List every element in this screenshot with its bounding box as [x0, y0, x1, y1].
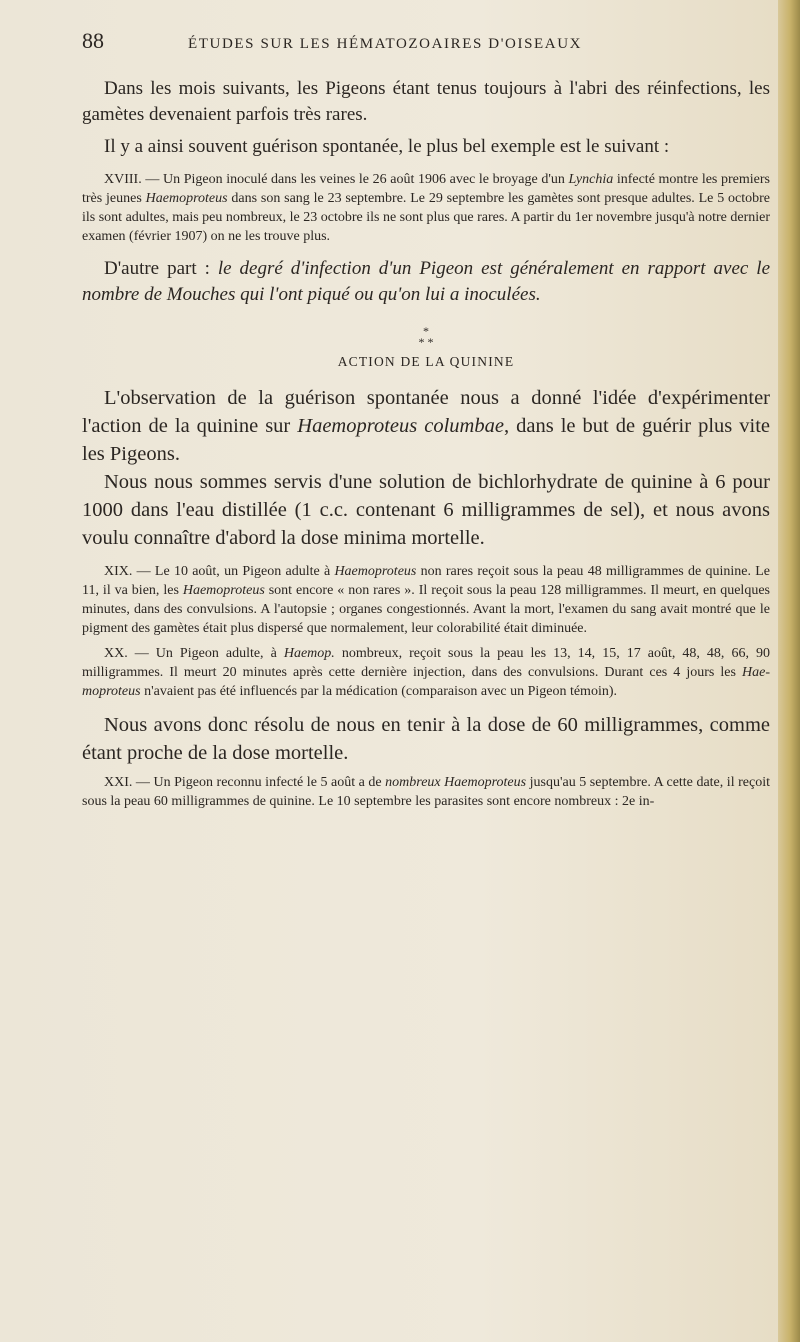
page-body: [82, 76, 770, 811]
observation-xxi: XXI. — Un Pigeon reconnu infecté le 5 août a de nombreux Haemoproteus jusqu'au 5 septembre. A cette date, il reçoit sous la peau 60 milligrammes de quinine. Le 10 septembre les parasites sont encore nombreux : 2e in-: [82, 775, 770, 809]
paragraph-infection-degree: D'autre part : le degré d'infection d'un Pigeon est généralement en rapport avec le nombre de Mouches qui l'ont piqué ou qu'on lui a inoculées.: [82, 258, 771, 305]
paragraph-gametes-rare: Dans les mois suivants, les Pigeons étant tenus toujours à l'abri des réinfections, les gamètes devenaient parfois très rares.: [82, 78, 770, 125]
page-header: [82, 28, 762, 62]
observation-xviii: XVIII. — Un Pigeon inoculé dans les veines le 26 août 1906 avec le broyage d'un Lynchia infecté montre les premiers très jeunes Haemoproteus dans son sang le 23 septembre. Le 29 septembre les gamètes sont presque adultes. Le 5 octobre ils sont adultes, mais peu nombreux, le 23 octobre ils ne sont plus que rares. A partir du 1er novembre jusqu'à notre dernier examen (février 1907) on ne les trouve plus.: [82, 172, 771, 244]
asterism: * * *: [418, 324, 434, 349]
paragraph-spontaneous-cure: Il y a ainsi souvent guérison spontanée, le plus bel exemple est le suivant :: [104, 136, 670, 157]
paragraph-dose-decision: Nous avons donc résolu de nous en tenir à la dose de 60 milligrammes, comme étant proche de la dose mortelle.: [82, 714, 770, 764]
observation-xx: XX. — Un Pigeon adulte, à Haemop. nombreux, reçoit sous la peau les 13, 14, 15, 17 août, 48, 48, 66, 90 milligrammes. Il meurt 20 minutes après cette dernière injection, dans des convulsions. Durant ces 4 jours les Haemoproteus n'avaient pas été influencés par la médication (comparaison avec un Pigeon témoin).: [82, 646, 770, 699]
observation-xix: XIX. — Le 10 août, un Pigeon adulte à Haemoproteus non rares reçoit sous la peau 48 milligrammes de quinine. Le 11, il va bien, les Haemoproteus sont encore « non rares ». Il reçoit sous la peau 128 milligrammes. Il meurt, en quelques minutes, dans des convulsions. A l'autopsie ; organes congestionnés. Avant la mort, l'examen du sang avait montré que le pigment des gamètes était plus dispersé que normalement, leur colorabilité était diminuée.: [82, 564, 770, 636]
page-edge: [778, 0, 800, 1342]
paragraph-quinine-idea: L'observation de la guérison spontanée nous a donné l'idée d'expérimenter l'action de la quinine sur Haemoproteus columbae, dans le but de guérir plus vite les Pigeons.: [82, 387, 770, 465]
running-title: ÉTUDES SUR LES HÉMATOZOAIRES D'OISEAUX: [188, 36, 583, 52]
section-title: ACTION DE LA QUININE: [337, 354, 515, 369]
paragraph-quinine-solution: Nous nous sommes servis d'une solution de bichlorhydrate de quinine à 6 pour 1000 dans l'eau distillée (1 c.c. contenant 6 milligrammes de sel), et nous avons voulu connaître d'abord la dose minima mortelle.: [82, 471, 770, 549]
page-number: 88: [82, 28, 104, 53]
